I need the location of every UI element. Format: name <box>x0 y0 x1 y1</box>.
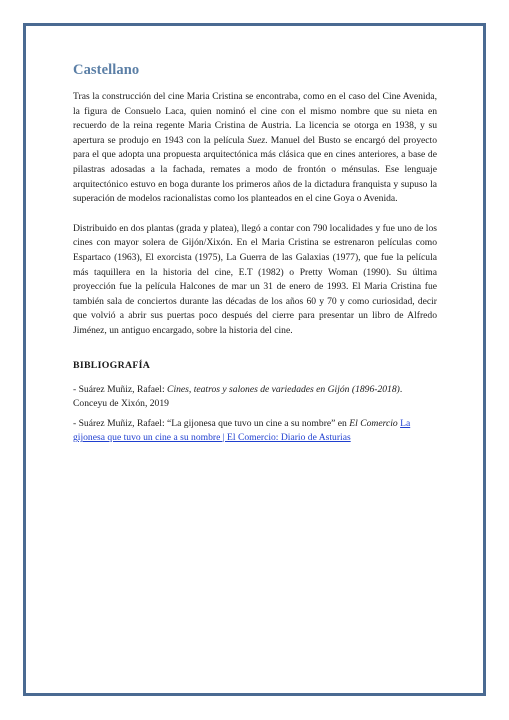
paragraph-history-text-a: Tras la construcción del cine Maria Cristina se encontraba, como en el caso del Cine Avenida, la figura de Consuelo Laca, quien nominó el cine con el mismo nombre que su nieta en recuerdo de la reina regente Maria Cristina de Austria. La licencia se otorga en 1938, y su apertura se produjo en 1943 con la película <box>73 91 437 146</box>
bib-entry1-prefix: - Suárez Muñiz, Rafael: <box>73 383 168 395</box>
bib-entry1-suffix: . Conceyu de Xixón, 2019 <box>73 383 403 410</box>
bib-entry2-prefix: - Suárez Muñiz, Rafael: “La gijonesa que tuvo un cine a su nombre” en <box>73 417 350 429</box>
paragraph-history-text-b: . Manuel del Busto se encargó del proyecto para el que adopta una propuesta arquitectónica más clásica que en cines anteriores, a base de pilastras adosadas a la fachada, remates a modo de frontón o ménsulas. Ese lenguaje arquitectónico estuvo en boga durante los primeros años de la dictadura franquista y supuso la superación de modelos racionalistas como los planteados en el cine Goya o Avenida. <box>73 134 437 205</box>
bib-entry1-title: Cines, teatros y salones de variedades en Gijón (1896-2018) <box>167 383 400 395</box>
film-title-italic: Suez <box>247 134 266 146</box>
bib-entry2-source: El Comercio <box>349 417 398 429</box>
section-heading: Castellano <box>73 62 140 78</box>
bibliography-entry <box>73 417 437 446</box>
bibliography-entry <box>73 383 437 412</box>
paragraph-details: Distribuido en dos plantas (grada y platea), llegó a contar con 790 localidades y fue uno de los cines con mayor solera de Gijón/Xixón. En el Maria Cristina se estrenaron películas como Espartaco (1963), El exorcista (1975), La Guerra de las Galaxias (1977), que fue la película más taquillera en la historia del cine, E.T (1982) o Pretty Woman (1990). Su última proyección fue la película Halcones de mar un 31 de enero de 1993. El Maria Cristina fue también sala de conciertos durante las décadas de los años 60 y 70 y como curiosidad, decir que volvió a abrir sus puertas poco después del cierre para presentar un libro de Alfredo Jiménez, un antiguo encargado, sobre la historia del cine. <box>73 222 437 336</box>
paragraph-history <box>73 90 437 207</box>
bib-entry2-link[interactable]: La gijonesa que tuvo un cine a su nombre | El Comercio: Diario de Asturias <box>73 417 411 444</box>
bibliography-title: BIBLIOGRAFÍA <box>73 359 151 371</box>
document-body <box>73 62 437 446</box>
